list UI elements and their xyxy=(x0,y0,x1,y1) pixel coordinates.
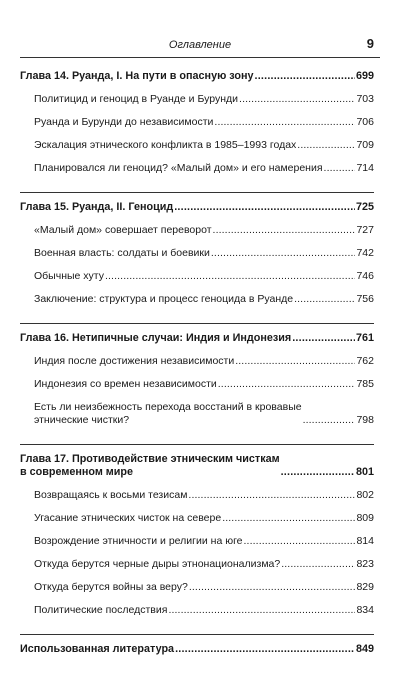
dot-leader xyxy=(188,489,355,502)
section-title: Планировался ли геноцид? «Малый дом» и его намерения xyxy=(34,162,323,174)
dot-leader xyxy=(235,355,355,368)
section-entry[interactable] xyxy=(20,270,374,283)
chapter-entry[interactable] xyxy=(20,201,374,214)
section-page: 709 xyxy=(356,139,374,151)
section-entry[interactable] xyxy=(20,558,374,571)
section-page: 823 xyxy=(356,558,374,570)
section-page: 746 xyxy=(356,270,374,282)
chapter-title xyxy=(20,453,280,479)
dot-leader xyxy=(255,70,355,83)
section-page: 809 xyxy=(356,512,374,524)
section-entry[interactable] xyxy=(20,139,374,152)
section-page: 742 xyxy=(356,247,374,259)
section-page: 785 xyxy=(356,378,374,390)
dot-leader xyxy=(239,93,355,106)
section-page: 762 xyxy=(356,355,374,367)
section-title: Возвращаясь к восьми тезисам xyxy=(34,489,188,501)
section-entry[interactable] xyxy=(20,116,374,129)
chapter-entry[interactable] xyxy=(20,332,374,345)
section-page: 798 xyxy=(356,414,374,426)
chapter-title: Глава 15. Руанда, II. Геноцид xyxy=(20,201,174,213)
dot-leader xyxy=(175,643,355,656)
section-entry[interactable] xyxy=(20,93,374,106)
section-page: 703 xyxy=(356,93,374,105)
running-header xyxy=(20,36,380,56)
section-title: Возрождение этничности и религии на юге xyxy=(34,535,243,547)
section-title-line-2: этнические чистки? xyxy=(34,414,130,426)
section-title: Индонезия со времен независимости xyxy=(34,378,217,390)
chapter-title-line-2: в современном мире xyxy=(20,466,134,478)
bibliography-title: Использованная литература xyxy=(20,643,175,655)
section-entry[interactable] xyxy=(20,535,374,548)
dot-leader xyxy=(218,378,356,391)
section-entry[interactable] xyxy=(20,162,374,175)
dot-leader xyxy=(292,332,355,345)
dot-leader xyxy=(211,247,356,260)
section-entry[interactable] xyxy=(20,293,374,306)
section-page: 727 xyxy=(356,224,374,236)
chapter-14 xyxy=(20,70,374,193)
chapter-17 xyxy=(20,453,374,635)
section-page: 714 xyxy=(356,162,374,174)
header-page-number: 9 xyxy=(366,36,374,51)
section-entry[interactable] xyxy=(20,604,374,617)
bibliography-page: 849 xyxy=(355,643,374,655)
header-rule xyxy=(20,57,380,58)
dot-leader xyxy=(213,224,356,237)
section-title: Эскалация этнического конфликта в 1985–1993 годах xyxy=(34,139,297,151)
dot-leader xyxy=(281,466,355,479)
chapter-title-line-1: Глава 17. Противодействие этническим чисткам xyxy=(20,453,280,465)
chapter-title: Глава 14. Руанда, I. На пути в опасную зону xyxy=(20,70,254,82)
section-entry[interactable] xyxy=(20,489,374,502)
section-title: Угасание этнических чисток на севере xyxy=(34,512,222,524)
table-of-contents xyxy=(20,70,374,681)
section-entry[interactable] xyxy=(20,581,374,594)
chapter-page: 801 xyxy=(355,466,374,478)
chapter-page: 761 xyxy=(355,332,374,344)
chapter-page: 699 xyxy=(355,70,374,82)
header-title: Оглавление xyxy=(168,39,232,51)
section-page: 706 xyxy=(356,116,374,128)
dot-leader xyxy=(105,270,355,283)
section-page: 829 xyxy=(356,581,374,593)
dot-leader xyxy=(244,535,356,548)
dot-leader xyxy=(174,201,355,214)
dot-leader xyxy=(189,581,356,594)
chapter-page: 725 xyxy=(355,201,374,213)
section-title: Заключение: структура и процесс геноцида в Руанде xyxy=(34,293,294,305)
dot-leader xyxy=(214,116,355,129)
chapter-15 xyxy=(20,201,374,324)
section-title: Руанда и Бурунди до независимости xyxy=(34,116,214,128)
section-page: 834 xyxy=(356,604,374,616)
section-title-line-1: Есть ли неизбежность перехода восстаний в кровавые xyxy=(34,401,302,413)
section-page: 814 xyxy=(356,535,374,547)
section-entry[interactable] xyxy=(20,355,374,368)
section-entry[interactable] xyxy=(20,378,374,391)
dot-leader xyxy=(281,558,355,571)
section-title: Обычные хуту xyxy=(34,270,104,282)
chapter-entry[interactable] xyxy=(20,453,374,479)
section-title xyxy=(34,401,302,427)
section-title: Политические последствия xyxy=(34,604,168,616)
bibliography xyxy=(20,643,374,673)
section-title: Откуда берутся войны за веру? xyxy=(34,581,188,593)
chapter-title: Глава 16. Нетипичные случаи: Индия и Индонезия xyxy=(20,332,292,344)
section-title: «Малый дом» совершает переворот xyxy=(34,224,212,236)
section-title: Военная власть: солдаты и боевики xyxy=(34,247,210,259)
dot-leader xyxy=(297,139,355,152)
dot-leader xyxy=(222,512,355,525)
dot-leader xyxy=(294,293,355,306)
section-page: 802 xyxy=(356,489,374,501)
section-entry[interactable] xyxy=(20,401,374,427)
section-entry[interactable] xyxy=(20,512,374,525)
bibliography-entry[interactable] xyxy=(20,643,374,656)
dot-leader xyxy=(168,604,355,617)
section-entry[interactable] xyxy=(20,224,374,237)
section-entry[interactable] xyxy=(20,247,374,260)
section-page: 756 xyxy=(356,293,374,305)
section-title: Индия после достижения независимости xyxy=(34,355,235,367)
chapter-16 xyxy=(20,332,374,445)
dot-leader xyxy=(324,162,356,175)
section-title: Политицид и геноцид в Руанде и Бурунди xyxy=(34,93,239,105)
dot-leader xyxy=(303,414,356,427)
section-title: Откуда берутся черные дыры этнонационализма? xyxy=(34,558,281,570)
chapter-entry[interactable] xyxy=(20,70,374,83)
